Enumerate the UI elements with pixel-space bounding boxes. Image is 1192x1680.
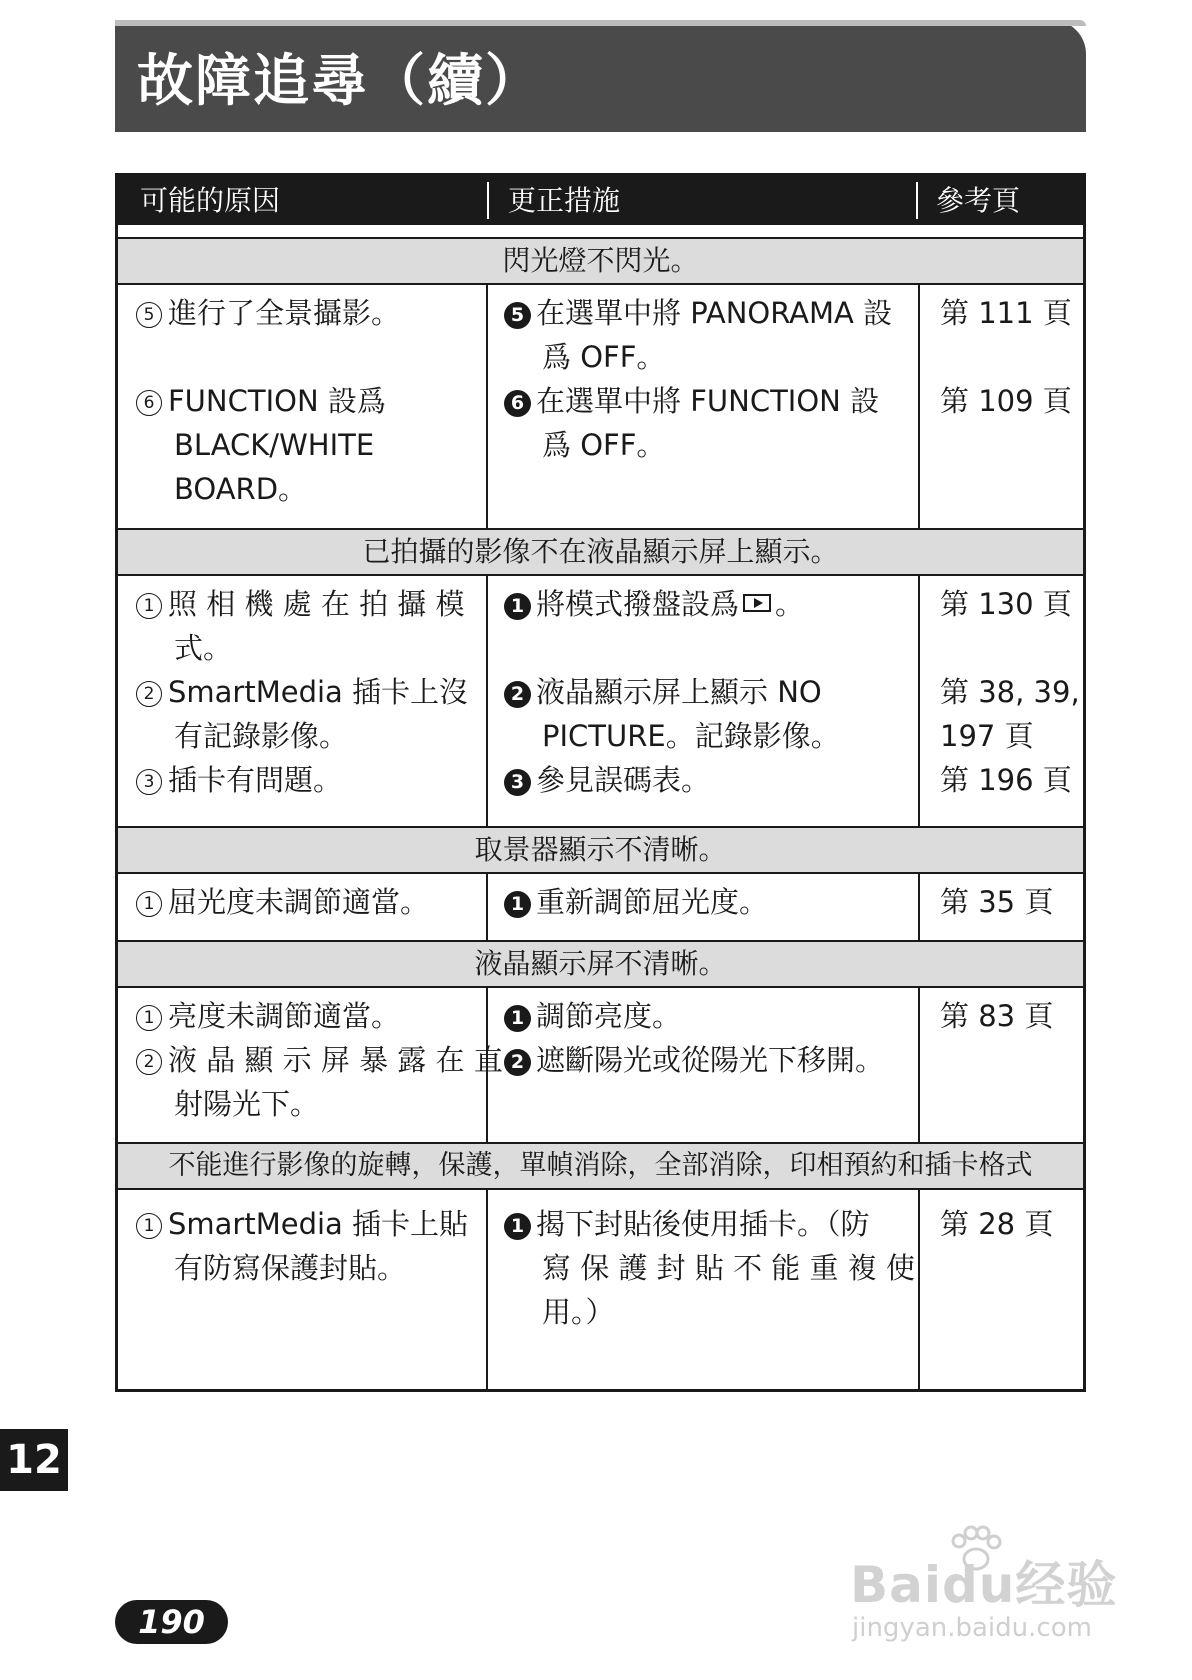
section-body xyxy=(118,1190,1083,1389)
cause-item: 1 亮度未調節適當。 xyxy=(136,994,400,1038)
ref-page: 第 111 頁 xyxy=(940,296,1072,330)
cause-item: 1 SmartMedia 插卡上貼 有防寫保護封貼。 xyxy=(136,1202,468,1290)
watermark-url: jingyan.baidu.com xyxy=(852,1613,1092,1643)
remedy-item: 2 遮斷陽光或從陽光下移開。 xyxy=(504,1038,884,1082)
column-divider xyxy=(918,285,920,528)
circled-number-icon: 1 xyxy=(136,891,162,917)
section-body xyxy=(118,874,1083,940)
watermark xyxy=(850,1525,1135,1645)
filled-number-icon: 3 xyxy=(504,769,531,796)
column-divider xyxy=(918,1190,920,1389)
circled-number-icon: 2 xyxy=(136,681,162,707)
section-body xyxy=(118,988,1083,1142)
remedy-item: 1 重新調節屈光度。 xyxy=(504,880,768,924)
remedy-item: 1 揭下封貼後使用插卡。（防 寫 保 護 封 貼 不 能 重 複 使 用。） xyxy=(504,1202,915,1334)
filled-number-icon: 2 xyxy=(504,1049,531,1076)
ref-page: 第 109 頁 xyxy=(940,384,1072,418)
filled-number-icon: 6 xyxy=(504,390,531,417)
cause-item: 1 屈光度未調節適當。 xyxy=(136,880,429,924)
column-divider xyxy=(486,576,488,826)
playback-mode-icon xyxy=(743,594,771,612)
circled-number-icon: 2 xyxy=(136,1049,162,1075)
filled-number-icon: 5 xyxy=(504,302,531,329)
cause-item: 2 SmartMedia 插卡上沒 有記錄影像。 xyxy=(136,670,468,758)
column-header-cause: 可能的原因 xyxy=(140,184,281,217)
filled-number-icon: 1 xyxy=(504,1213,531,1240)
cause-item: 2 液 晶 顯 示 屏 暴 露 在 直 射陽光下。 xyxy=(136,1038,503,1126)
cause-item: 1 照 相 機 處 在 拍 攝 模 式。 xyxy=(136,582,465,670)
circled-number-icon: 1 xyxy=(136,1213,162,1239)
page-number: 190 xyxy=(115,1600,228,1644)
circled-number-icon: 6 xyxy=(136,390,162,416)
column-header-remedy: 更正措施 xyxy=(508,184,621,217)
filled-number-icon: 1 xyxy=(504,593,531,620)
ref-page: 第 35 頁 xyxy=(940,885,1054,919)
remedy-item: 5 在選單中將 PANORAMA 設 爲 OFF。 xyxy=(504,291,892,379)
column-divider xyxy=(918,576,920,826)
circled-number-icon: 1 xyxy=(136,593,162,619)
ref-page: 第 130 頁 xyxy=(940,587,1072,621)
section-heading: 閃光燈不閃光。 xyxy=(118,237,1083,285)
circled-number-icon: 3 xyxy=(136,769,162,795)
section-heading: 液晶顯示屏不清晰。 xyxy=(118,940,1083,988)
column-divider xyxy=(486,285,488,528)
cause-item: 6 FUNCTION 設爲 BLACK/WHITE BOARD。 xyxy=(136,379,386,511)
column-divider xyxy=(916,182,918,219)
remedy-item: 6 在選單中將 FUNCTION 設 爲 OFF。 xyxy=(504,379,879,467)
section-body xyxy=(118,576,1083,826)
column-divider xyxy=(918,874,920,940)
watermark-logo-text: Baidu经验 xyxy=(850,1556,1118,1614)
cause-item: 5 進行了全景攝影。 xyxy=(136,291,400,335)
column-divider xyxy=(486,874,488,940)
ref-page: 第 28 頁 xyxy=(940,1207,1054,1241)
section-heading: 不能進行影像的旋轉，保護，單幀消除，全部消除，印相預約和插卡格式 xyxy=(118,1142,1083,1190)
column-divider xyxy=(918,988,920,1142)
column-header-ref: 參考頁 xyxy=(936,184,1021,217)
remedy-item: 1 調節亮度。 xyxy=(504,994,681,1038)
ref-page: 第 196 頁 xyxy=(940,763,1072,797)
troubleshooting-table xyxy=(115,173,1086,1392)
table-header xyxy=(118,176,1083,225)
column-divider xyxy=(486,1190,488,1389)
filled-number-icon: 1 xyxy=(504,1005,531,1032)
circled-number-icon: 5 xyxy=(136,302,162,328)
remedy-item: 3 參見誤碼表。 xyxy=(504,758,710,802)
remedy-item: 1 將模式撥盤設爲 。 xyxy=(504,582,804,626)
filled-number-icon: 2 xyxy=(504,681,531,708)
page-title: 故障追尋（續） xyxy=(137,49,543,114)
section-body xyxy=(118,285,1083,528)
filled-number-icon: 1 xyxy=(504,891,531,918)
section-heading: 取景器顯示不清晰。 xyxy=(118,826,1083,874)
remedy-item: 2 液晶顯示屏上顯示 NO PICTURE。記錄影像。 xyxy=(504,670,840,758)
ref-page: 第 38, 39, 197 頁 xyxy=(940,675,1080,753)
cause-item: 3 插卡有問題。 xyxy=(136,758,342,802)
chapter-tab: 12 xyxy=(0,1429,68,1491)
ref-page: 第 83 頁 xyxy=(940,999,1054,1033)
column-divider xyxy=(487,182,489,219)
section-heading: 已拍攝的影像不在液晶顯示屏上顯示。 xyxy=(118,528,1083,576)
circled-number-icon: 1 xyxy=(136,1005,162,1031)
title-band xyxy=(115,20,1086,132)
